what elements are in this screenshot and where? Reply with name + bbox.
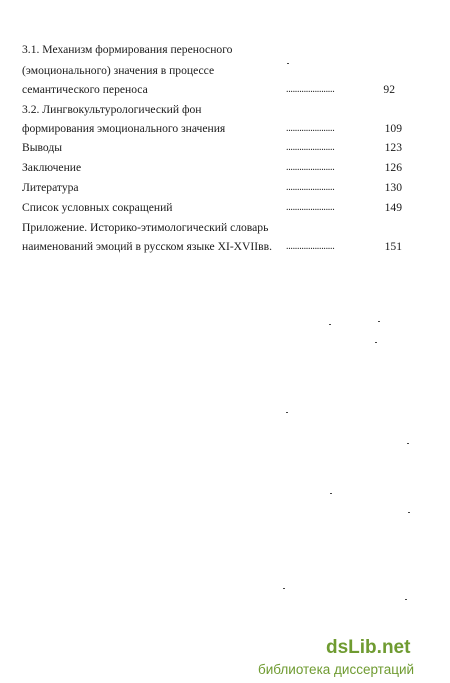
scan-speck (330, 493, 332, 494)
scan-speck (378, 321, 380, 322)
toc-line: наименований эмоций в русском языке XI-XVIIвв. (22, 240, 272, 253)
toc-line: Заключение (22, 161, 82, 174)
toc-leader: ...................... (286, 123, 335, 134)
toc-line: Приложение. Историко-этимологический словарь (22, 221, 269, 234)
toc-line: Выводы (22, 141, 63, 154)
toc-page-number: 109 (384, 122, 402, 135)
toc-line: семантического переноса (22, 83, 148, 96)
toc-line: (эмоционального) значения в процессе (22, 64, 215, 77)
toc-leader: ...................... (286, 241, 335, 252)
watermark-logo: dsLib.net (326, 637, 411, 658)
toc-page-number: 126 (384, 161, 402, 174)
toc-leader: ...................... (286, 202, 335, 213)
toc-page-number: 92 (383, 83, 395, 96)
toc-page-number: 123 (384, 141, 402, 154)
scan-speck (283, 588, 285, 589)
toc-leader: ...................... (286, 142, 335, 153)
toc-leader: ...................... (286, 84, 335, 95)
toc-line: Литература (22, 181, 79, 194)
scan-speck (407, 443, 409, 444)
scan-speck (286, 412, 288, 413)
scan-speck (408, 512, 410, 513)
scan-speck (375, 342, 377, 343)
toc-leader: ...................... (286, 182, 335, 193)
toc-line: Список условных сокращений (22, 201, 173, 214)
scan-speck (287, 63, 289, 64)
scan-speck (405, 599, 407, 600)
toc-line: 3.2. Лингвокультурологический фон (22, 103, 202, 116)
toc-line: 3.1. Механизм формирования переносного (22, 43, 233, 56)
toc-page-number: 151 (384, 240, 402, 253)
toc-page-number: 130 (384, 181, 402, 194)
toc-page-number: 149 (384, 201, 402, 214)
toc-line: формирования эмоционального значения (22, 122, 226, 135)
toc-leader: ...................... (286, 162, 335, 173)
watermark-subtitle: библиотека диссертаций (258, 662, 415, 677)
scan-speck (329, 324, 331, 325)
